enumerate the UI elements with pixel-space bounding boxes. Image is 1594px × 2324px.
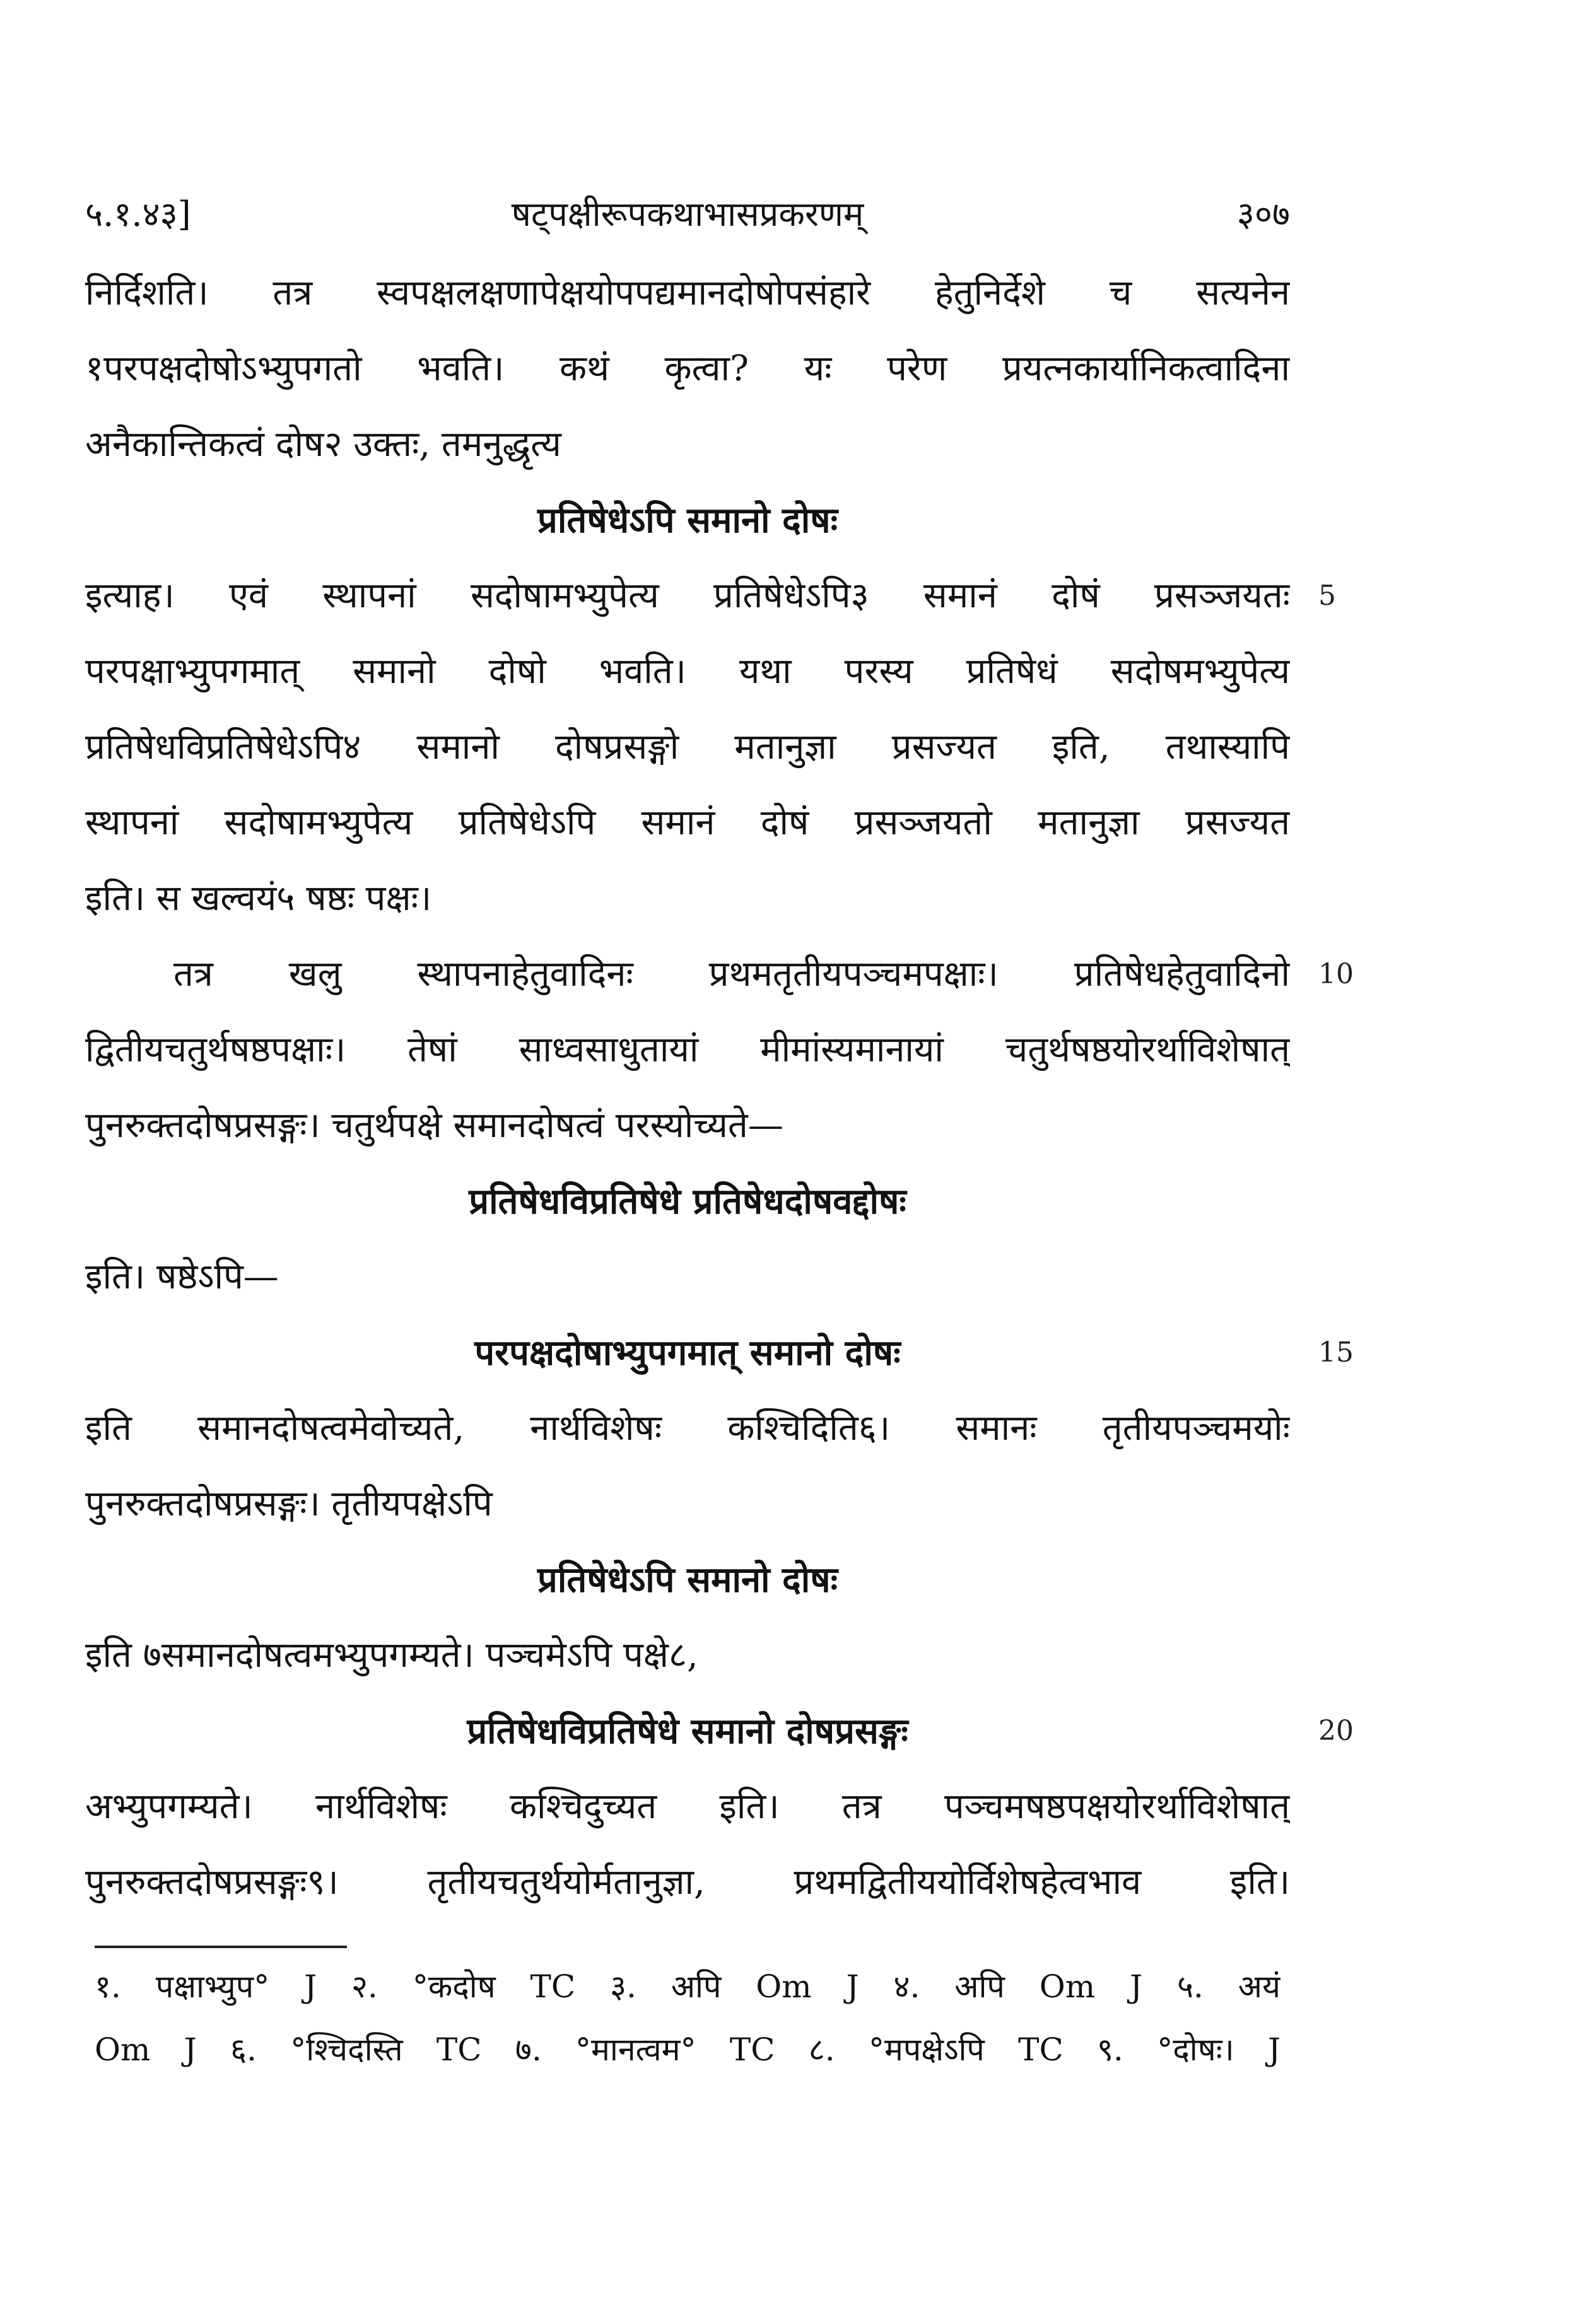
text-line: इति समानदोषत्वमेवोच्यते, नार्थविशेषः कश्चिदिति६। समानः तृतीयपञ्चमयोः — [85, 1408, 1290, 1449]
text-line: इति ७समानदोषत्वमभ्युपगम्यते। पञ्चमेऽपि पक्षे८, — [85, 1635, 698, 1676]
text-line: पुनरुक्तदोषप्रसङ्गः। तृतीयपक्षेऽपि — [85, 1483, 493, 1524]
footnote-line: Om J ६. °श्चिदस्ति TC ७. °मानत्वम° TC ८. °मपक्षेऽपि TC ९. °दोषः। J — [95, 2031, 1280, 2068]
footnote-line: १. पक्षाभ्युप° J २. °कदोष TC ३. अपि Om J ४. अपि Om J ५. अयं — [95, 1968, 1280, 2005]
running-title: षट्पक्षीरूपकथाभासप्रकरणम् — [511, 194, 864, 234]
line-number: 15 — [1318, 1336, 1354, 1369]
text-line: १परपक्षदोषोऽभ्युपगतो भवति। कथं कृत्वा? यः परेण प्रयत्नकार्यानिकत्वादिना — [85, 348, 1290, 389]
running-header — [85, 189, 1290, 240]
text-line: इत्याह। एवं स्थापनां सदोषामभ्युपेत्य प्रतिषेधेऽपि३ समानं दोषं प्रसञ्जयतः — [85, 575, 1290, 616]
text-line: पुनरुक्तदोषप्रसङ्गः। चतुर्थपक्षे समानदोषत्वं परस्योच्यते— — [85, 1105, 783, 1146]
line-number: 20 — [1318, 1715, 1354, 1747]
footnote-divider — [95, 1946, 347, 1948]
text-line: अभ्युपगम्यते। नार्थविशेषः कश्चिदुच्यत इति। तत्र पञ्चमषष्ठपक्षयोरर्थाविशेषात् — [85, 1786, 1290, 1827]
text-line: स्थापनां सदोषामभ्युपेत्य प्रतिषेधेऽपि समानं दोषं प्रसञ्जयतो मतानुज्ञा प्रसज्यत — [85, 802, 1290, 843]
text-line: इति। षष्ठेऽपि— — [85, 1256, 279, 1297]
page-number: ३०७ — [1236, 194, 1290, 234]
sutra-heading: प्रतिषेधेऽपि समानो दोषः — [537, 499, 838, 541]
section-reference: ५.१.४३] — [85, 194, 191, 234]
sutra-heading: प्रतिषेधेऽपि समानो दोषः — [537, 1559, 838, 1601]
sutra-heading: प्रतिषेधविप्रतिषेधे समानो दोषप्रसङ्गः — [467, 1710, 908, 1752]
text-line: अनैकान्तिकत्वं दोष२ उक्तः, तमनुद्धृत्य — [85, 424, 561, 465]
line-number: 10 — [1318, 958, 1354, 990]
sutra-heading: प्रतिषेधविप्रतिषेधे प्रतिषेधदोषवद्दोषः — [469, 1181, 906, 1222]
text-line: निर्दिशति। तत्र स्वपक्षलक्षणापेक्षयोपपद्यमानदोषोपसंहारे हेतुनिर्देशे च सत्यनेन — [85, 272, 1290, 313]
text-line: परपक्षाभ्युपगमात् समानो दोषो भवति। यथा परस्य प्रतिषेधं सदोषमभ्युपेत्य — [85, 651, 1290, 692]
text-line: पुनरुक्तदोषप्रसङ्गः९। तृतीयचतुर्थयोर्मतानुज्ञा, प्रथमद्वितीययोर्विशेषहेत्वभाव इति। — [85, 1862, 1290, 1903]
text-line: तत्र खलु स्थापनाहेतुवादिनः प्रथमतृतीयपञ्चमपक्षाः। प्रतिषेधहेतुवादिनो — [173, 954, 1290, 995]
text-line: द्वितीयचतुर्थषष्ठपक्षाः। तेषां साध्वसाधुतायां मीमांस्यमानायां चतुर्थषष्ठयोरर्थाविशेषात् — [85, 1029, 1290, 1070]
text-line: इति। स खल्वयं५ षष्ठः पक्षः। — [85, 878, 432, 919]
text-line: प्रतिषेधविप्रतिषेधेऽपि४ समानो दोषप्रसङ्गो मतानुज्ञा प्रसज्यत इति, तथास्यापि — [85, 727, 1290, 768]
line-number: 5 — [1318, 580, 1336, 612]
sutra-heading: परपक्षदोषाभ्युपगमात् समानो दोषः — [474, 1332, 901, 1374]
